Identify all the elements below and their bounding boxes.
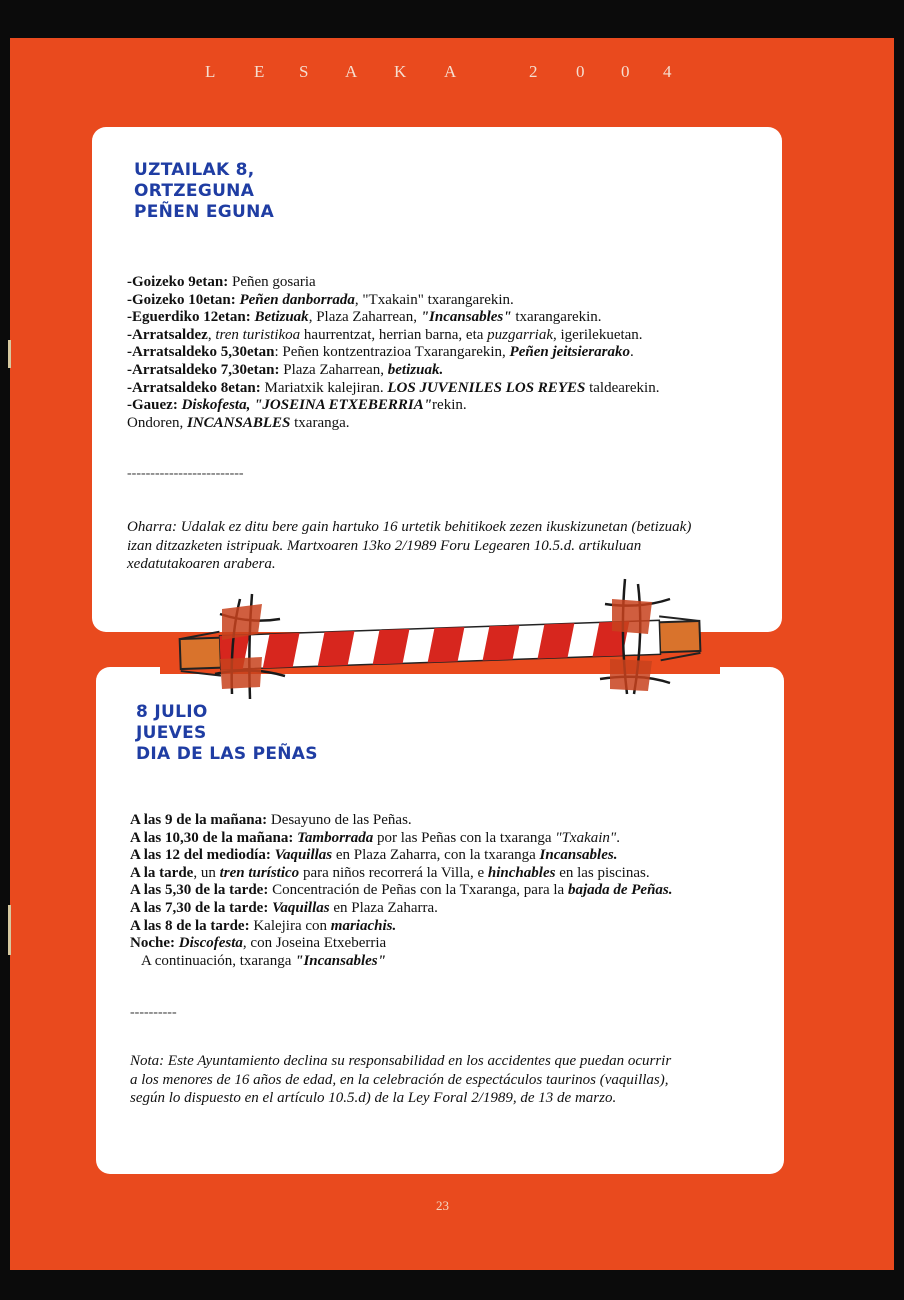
schedule-text: en Plaza Zaharra, con la txaranga [332, 847, 540, 864]
note-line: xedatutakoaren arabera. [127, 556, 276, 572]
event-highlight: Betizuak [254, 309, 309, 326]
schedule-text: Mariatxik kalejiran. [260, 379, 388, 396]
note-line: Nota: Este Ayuntamiento declina su responsabilidad en los accidentes que puedan ocurrir [130, 1053, 672, 1069]
event-highlight: "Incansables" [420, 309, 512, 326]
schedule-time: -Arratsaldeko 7,30etan: [127, 361, 280, 378]
schedule-time: -Eguerdiko 12etan: [127, 309, 251, 326]
spanish-section-title [136, 702, 318, 765]
schedule-line [130, 935, 673, 953]
separator-dashes: ------------------------- [127, 466, 244, 481]
schedule-text: Peñen gosaria [228, 274, 316, 290]
schedule-time: A la tarde [130, 864, 194, 881]
schedule-time: Noche: [130, 935, 175, 952]
schedule-time: -Arratsaldez [127, 326, 208, 343]
binding-mark [8, 905, 11, 955]
basque-disclaimer [127, 518, 691, 574]
page-header [188, 62, 688, 86]
header-letter: S [299, 62, 309, 81]
schedule-text: . [616, 829, 620, 846]
note-line: Oharra: Udalak ez ditu bere gain hartuko 16 urtetik behitikoek zezen ikuskizunetan (betizuak) [127, 519, 692, 535]
header-letter: K [394, 62, 407, 81]
basque-section-title [134, 160, 274, 223]
note-line: izan ditzazketen istripuak. Martxoaren 13ko 2/1989 Foru Legearen 10.5.d. artikuluan [127, 537, 642, 554]
schedule-text: rekin. [432, 397, 467, 414]
title-line: UZTAILAK 8, [134, 160, 255, 180]
spanish-schedule [130, 812, 673, 970]
schedule-line [130, 812, 673, 830]
header-letter: A [345, 62, 358, 81]
schedule-text: Concentración de Peñas con la Txaranga, para la [268, 882, 568, 899]
schedule-text: por las Peñas con la txaranga [373, 829, 556, 846]
event-highlight: Incansables. [539, 847, 618, 864]
schedule-line [130, 830, 673, 848]
schedule-text: : Peñen kontzentrazioa Txarangarekin, [274, 344, 510, 361]
event-highlight: mariachis. [330, 917, 397, 934]
schedule-line [130, 953, 673, 971]
event-highlight: hinchables [487, 864, 556, 881]
schedule-text: Ondoren, [127, 414, 187, 431]
schedule-time: -Goizeko 10etan: [127, 291, 236, 308]
title-line: DIA DE LAS PEÑAS [136, 744, 318, 764]
schedule-text: txarangarekin. [511, 309, 602, 326]
schedule-text: en las piscinas. [555, 864, 650, 881]
event-highlight: tren turístico [219, 864, 300, 881]
event-italic: tren turistikoa [215, 326, 301, 343]
note-line: según lo dispuesto en el artículo 10.5.d) de la Ley Foral 2/1989, de 13 de marzo. [130, 1090, 617, 1106]
schedule-text: , igerilekuetan. [553, 326, 643, 343]
schedule-line [127, 309, 659, 327]
schedule-text: . [629, 344, 634, 361]
header-letter: L [205, 62, 216, 81]
event-highlight: Vaquillas [272, 899, 330, 916]
schedule-line [127, 292, 659, 310]
event-highlight: "Incansables" [295, 952, 386, 969]
schedule-line [127, 362, 659, 380]
schedule-text: taldearekin. [585, 379, 660, 396]
title-line: ORTZEGUNA [134, 181, 255, 201]
schedule-time: A las 12 del mediodía: [130, 847, 271, 864]
schedule-line [127, 397, 659, 415]
note-line: a los menores de 16 años de edad, en la celebración de espectáculos taurinos (vaquillas), [130, 1071, 669, 1088]
schedule-time: -Goizeko 9etan: [127, 274, 229, 290]
schedule-text: en Plaza Zaharra. [329, 899, 438, 916]
schedule-line [127, 344, 659, 362]
schedule-text: Desayuno de las Peñas. [267, 812, 412, 828]
event-highlight: LOS JUVENILES LOS REYES [387, 379, 586, 396]
schedule-text: , un [193, 864, 220, 881]
title-line: PEÑEN EGUNA [134, 202, 275, 222]
event-highlight: Peñen jeitsierarako [509, 344, 630, 361]
schedule-time: -Arratsaldeko 8etan: [127, 379, 261, 396]
schedule-line [130, 900, 673, 918]
event-italic: "Txakain" [555, 829, 617, 846]
event-highlight: INCANSABLES [187, 414, 291, 431]
schedule-time: A las 5,30 de la tarde: [130, 882, 269, 899]
event-italic: puzgarriak [487, 326, 553, 343]
event-highlight: Discofesta [178, 935, 243, 952]
event-highlight: Tamborrada [297, 829, 374, 846]
event-highlight: Peñen danborrada [239, 291, 355, 308]
schedule-time: -Gauez: [127, 397, 178, 414]
event-highlight: betizuak. [387, 361, 444, 378]
schedule-text: Plaza Zaharrean, [279, 361, 388, 378]
header-letter: 4 [663, 62, 672, 81]
schedule-line [127, 415, 659, 433]
schedule-line [130, 865, 673, 883]
spanish-disclaimer [130, 1052, 671, 1108]
separator-dashes: ---------- [130, 1005, 177, 1020]
schedule-text: haurrentzat, herrian barna, eta [300, 326, 488, 343]
schedule-text: , "Txakain" txarangarekin. [354, 291, 514, 308]
schedule-text: , con Joseina Etxeberria [242, 935, 387, 952]
schedule-time: A las 8 de la tarde: [130, 917, 250, 934]
header-letter: 0 [621, 62, 630, 81]
page-number: 23 [436, 1198, 449, 1213]
title-line: JUEVES [136, 723, 207, 743]
schedule-time: -Arratsaldeko 5,30etan [127, 344, 275, 361]
schedule-line [130, 847, 673, 865]
schedule-time: A las 10,30 de la mañana: [130, 829, 294, 846]
header-letter: A [444, 62, 457, 81]
schedule-line [130, 882, 673, 900]
schedule-text: txaranga. [290, 414, 350, 431]
header-letter: E [254, 62, 265, 81]
basque-schedule [127, 274, 659, 432]
red-white-scarf-illustration [160, 574, 720, 704]
schedule-text: , [207, 326, 216, 343]
title-line: 8 JULIO [136, 702, 208, 722]
schedule-time: A las 9 de la mañana: [130, 812, 268, 828]
event-highlight: Vaquillas [274, 847, 333, 864]
header-letter: 0 [576, 62, 585, 81]
schedule-text: Kalejira con [249, 917, 331, 934]
event-highlight: Diskofesta, "JOSEINA ETXEBERRIA" [181, 397, 433, 414]
schedule-text: A continuación, txaranga [141, 952, 296, 969]
schedule-text: , Plaza Zaharrean, [308, 309, 421, 326]
schedule-time: A las 7,30 de la tarde: [130, 899, 269, 916]
schedule-text: para niños recorrerá la Villa, e [299, 864, 488, 881]
event-highlight: bajada de Peñas. [567, 882, 673, 899]
schedule-line [130, 918, 673, 936]
schedule-line [127, 274, 659, 292]
schedule-line [127, 327, 659, 345]
binding-mark [8, 340, 11, 368]
schedule-line [127, 380, 659, 398]
header-letter: 2 [529, 62, 538, 81]
